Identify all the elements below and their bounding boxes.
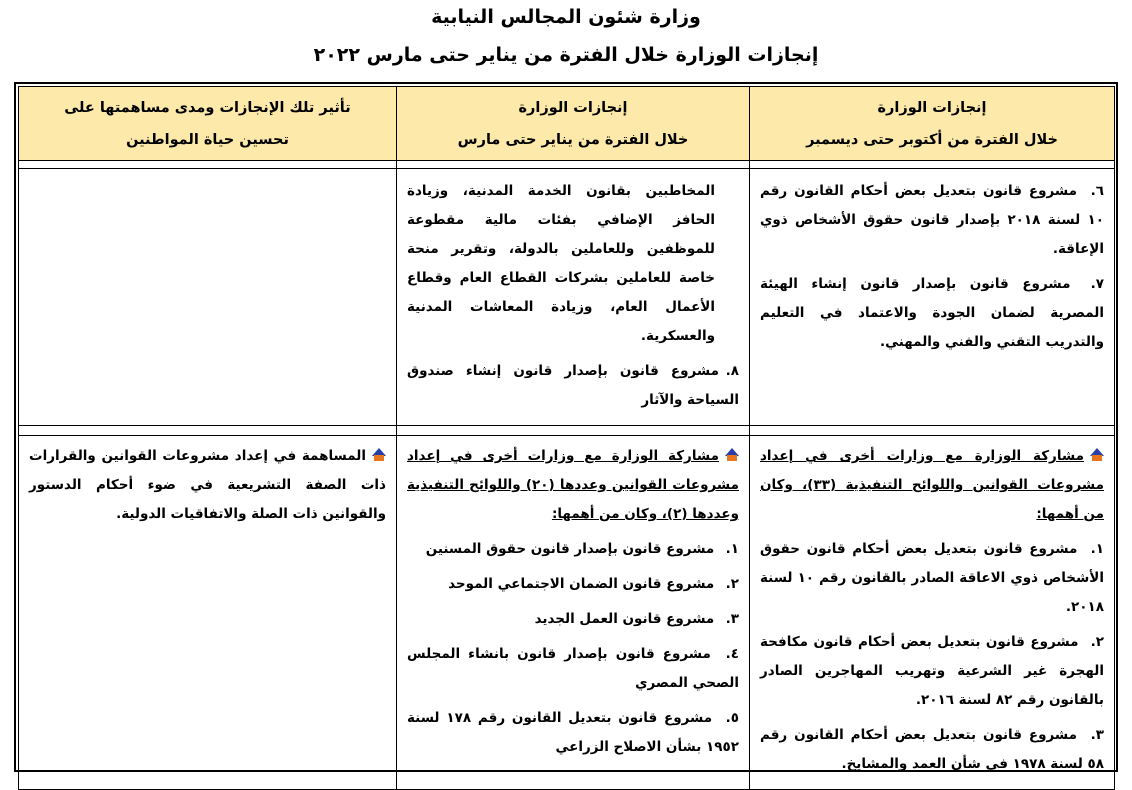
header-line: إنجازات الوزارة [877, 99, 987, 116]
table-row [19, 436, 1115, 790]
item-text: مشروع قانون بتعديل القانون رقم ١٧٨ لسنة ١٩٥٢ بشأن الاصلاح الزراعي [407, 710, 739, 755]
row1-col3 [19, 169, 397, 426]
item-text: مشروع قانون بإصدار قانون إنشاء صندوق السياحة والآثار [407, 363, 739, 408]
intro-text [407, 442, 739, 529]
list-item [407, 357, 739, 415]
table-header-row [19, 87, 1115, 161]
item-text: مشروع قانون بتعديل بعض أحكام قانون حقوق الأشخاص ذوي الاعاقة الصادر بالقانون رقم ١٠ لسنة ٢٠١٨. [760, 541, 1104, 615]
item-number: ٥. [725, 710, 739, 726]
list-item [407, 570, 739, 599]
item-number: ٨. [725, 363, 739, 379]
bullet-icon [1090, 448, 1104, 462]
achievements-table [18, 86, 1115, 790]
list-item [760, 721, 1104, 779]
item-text: مشروع قانون بإصدار قانون حقوق المسنين [425, 541, 715, 557]
item-text: مشروع قانون الضمان الاجتماعي الموحد [448, 576, 715, 592]
list-item [760, 177, 1104, 264]
item-text: مشروع قانون بتعديل بعض أحكام قانون مكافحة الهجرة غير الشرعية وتهريب المهاجرين الصادر بالقانون رقم ٨٢ لسنة ٢٠١٦. [760, 634, 1104, 708]
item-number: ٦. [1090, 183, 1105, 199]
achievements-table-frame [14, 82, 1118, 772]
row2-col1 [750, 436, 1115, 790]
item-number: ٣. [1090, 727, 1105, 743]
item-number: ١. [725, 541, 739, 557]
item-text: مشروع قانون بتعديل بعض أحكام القانون رقم ١٠ لسنة ٢٠١٨ بإصدار قانون حقوق الأشخاص ذوي الإعاقة. [760, 183, 1104, 257]
table-row [19, 169, 1115, 426]
row1-col2 [397, 169, 750, 426]
impact-label: المساهمة في إعداد مشروعات القوانين والقرارات ذات الصفة التشريعية في ضوء أحكام الدستور والقوانين ذات الصلة والاتفاقيات الدولية. [29, 448, 386, 522]
impact-text [29, 442, 386, 529]
list-item [407, 640, 739, 698]
item-number: ٤. [725, 646, 740, 662]
continuation-text: المخاطبين بقانون الخدمة المدنية، وزيادة الحافز الإضافي بفئات مالية مقطوعة للموظفين وللعاملين بالدولة، وتقرير منحة خاصة للعاملين بشركات القطاع العام وقطاع الأعمال العام، وزيادة المعاشات المدنية والعسكرية. [407, 183, 715, 344]
list-item [407, 535, 739, 564]
list-item [407, 704, 739, 762]
bullet-icon [372, 448, 386, 462]
list-item [407, 605, 739, 634]
header-line: إنجازات الوزارة [518, 99, 628, 116]
page-subtitle: إنجازات الوزارة خلال الفترة من يناير حتى مارس ٢٠٢٢ [313, 44, 819, 66]
item-text: مشروع قانون بإصدار قانون بانشاء المجلس الصحي المصري [407, 646, 739, 691]
item-number: ٣. [725, 611, 739, 627]
spacer-row [19, 426, 1115, 436]
row2-col2 [397, 436, 750, 790]
item-number: ١. [1090, 541, 1104, 557]
list-item [760, 628, 1104, 715]
item-text: مشروع قانون العمل الجديد [534, 611, 715, 627]
intro-label: مشاركة الوزارة مع وزارات أخرى في إعداد مشروعات القوانين وعددها (٢٠) واللوائح التنفيذية وعددها (٢)، وكان من أهمها: [407, 448, 740, 522]
header-line: خلال الفترة من يناير حتى مارس [457, 131, 689, 148]
ministry-title: وزارة شئون المجالس النيابية [431, 6, 701, 28]
header-line: خلال الفترة من أكتوبر حتى ديسمبر [806, 131, 1058, 148]
header-line: تحسين حياة المواطنين [126, 131, 289, 148]
bullet-icon [725, 448, 739, 462]
intro-text [760, 442, 1104, 529]
item-text: مشروع قانون بإصدار قانون إنشاء الهيئة المصرية لضمان الجودة والاعتماد في التعليم والتدريب التقني والفني والمهني. [760, 276, 1104, 350]
header-cell-jan-mar [397, 87, 750, 161]
item-number: ٢. [1090, 634, 1105, 650]
list-item [760, 535, 1104, 622]
spacer-row [19, 161, 1115, 169]
intro-label: مشاركة الوزارة مع وزارات أخرى في إعداد مشروعات القوانين واللوائح التنفيذية (٣٣)، وكان من أهمها: [760, 448, 1104, 522]
item-number: ٧. [1090, 276, 1104, 292]
row2-col3 [19, 436, 397, 790]
item-number: ٢. [725, 576, 739, 592]
row1-col1 [750, 169, 1115, 426]
list-item [760, 270, 1104, 357]
header-cell-oct-dec [750, 87, 1115, 161]
header-line: تأثير تلك الإنجازات ومدى مساهمتها على [64, 99, 351, 116]
header-cell-impact [19, 87, 397, 161]
item-text: مشروع قانون بتعديل بعض أحكام القانون رقم ٥٨ لسنة ١٩٧٨ في شأن العمد والمشايخ. [760, 727, 1104, 772]
